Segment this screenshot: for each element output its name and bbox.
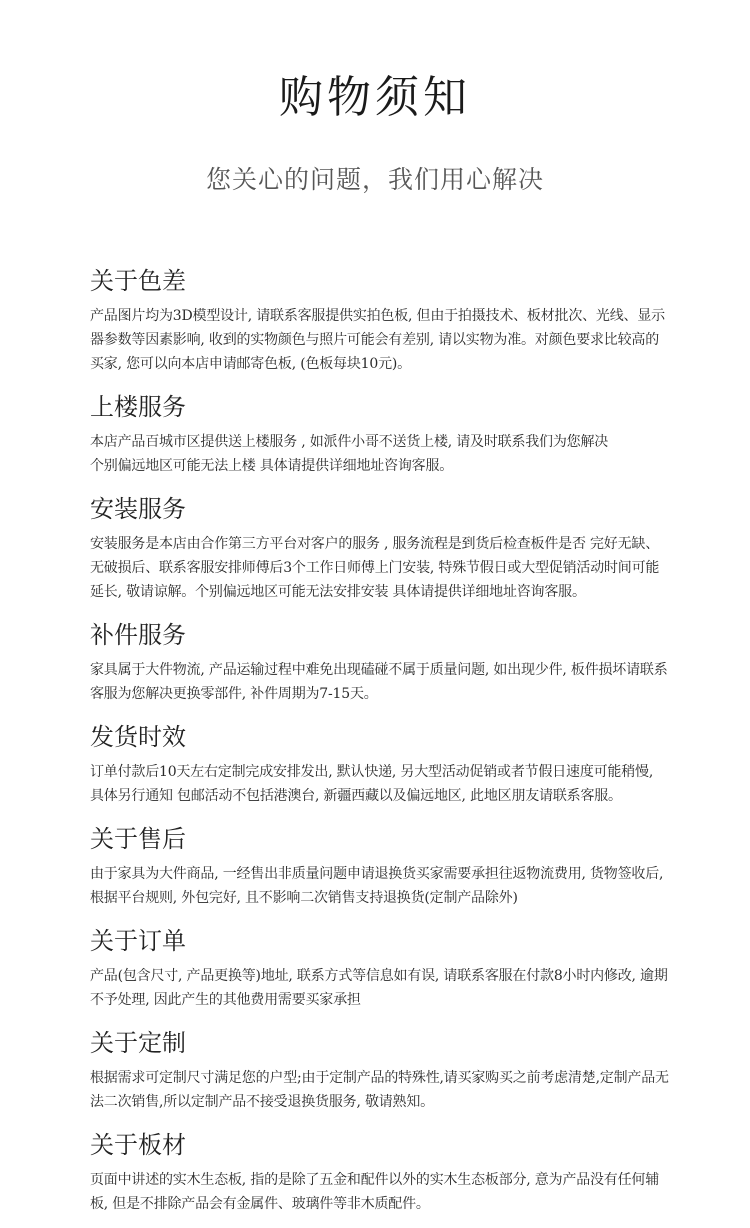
section-heading: 补件服务 xyxy=(90,621,186,649)
section-body: 安装服务是本店由合作第三方平台对客户的服务 , 服务流程是到货后检查板件是否 完好无缺、无破损后、联系客服安排师傅后3个工作日师傅上门安装, 特殊节假日或大型促销活动时间可能延长, 敬请谅解。个别偏远地区可能无法安排安装 具体请提供详细地址咨询客服。 xyxy=(90,536,660,600)
section-after-sales xyxy=(90,820,670,910)
section-heading: 关于定制 xyxy=(90,1029,186,1057)
section-body: 产品(包含尺寸, 产品更换等)地址, 联系方式等信息如有误, 请联系客服在付款8小时内修改, 逾期不予处理, 因此产生的其他费用需要买家承担 xyxy=(90,968,668,1008)
section-body: 家具属于大件物流, 产品运输过程中难免出现磕碰不属于质量问题, 如出现少件, 板件损坏请联系客服为您解决更换零部件, 补件周期为7-15天。 xyxy=(90,662,668,702)
notice-sections xyxy=(90,262,670,1228)
section-replacement-parts xyxy=(90,616,670,706)
page-title: 购物须知 xyxy=(279,72,471,123)
section-shipping-time xyxy=(90,718,670,808)
section-body: 订单付款后10天左右定制完成安排发出, 默认快递, 另大型活动促销或者节假日速度可能稍慢, 具体另行通知 包邮活动不包括港澳台, 新疆西藏以及偏远地区, 此地区朋友请联系客服。 xyxy=(90,764,654,804)
section-heading: 发货时效 xyxy=(90,723,186,751)
section-orders xyxy=(90,922,670,1012)
section-color-difference xyxy=(90,262,670,376)
section-heading: 上楼服务 xyxy=(90,393,186,421)
section-body: 产品图片均为3D模型设计, 请联系客服提供实拍色板, 但由于拍摄技术、板材批次、光线、显示器参数等因素影响, 收到的实物颜色与照片可能会有差别, 请以实物为准。对颜色要求比较高的买家, 您可以向本店申请邮寄色板, (色板每块10元)。 xyxy=(90,308,665,372)
section-board-material xyxy=(90,1126,670,1216)
section-heading: 关于售后 xyxy=(90,825,186,853)
section-body: 由于家具为大件商品, 一经售出非质量问题申请退换货买家需要承担往返物流费用, 货物签收后, 根据平台规则, 外包完好, 且不影响二次销售支持退换货(定制产品除外) xyxy=(90,866,664,906)
section-body: 本店产品百城市区提供送上楼服务 , 如派件小哥不送货上楼, 请及时联系我们为您解决 个别偏远地区可能无法上楼 具体请提供详细地址咨询客服。 xyxy=(90,434,609,474)
section-heading: 安装服务 xyxy=(90,495,186,523)
section-customization xyxy=(90,1024,670,1114)
section-installation xyxy=(90,490,670,604)
section-upstairs-delivery xyxy=(90,388,670,478)
section-heading: 关于订单 xyxy=(90,927,186,955)
section-body: 页面中讲述的实木生态板, 指的是除了五金和配件以外的实木生态板部分, 意为产品没有任何辅板, 但是不排除产品会有金属件、玻璃件等非木质配件。 xyxy=(90,1172,659,1212)
page-subtitle: 您关心的问题，我们用心解决 xyxy=(205,165,544,194)
section-body: 根据需求可定制尺寸满足您的户型;由于定制产品的特殊性,请买家购买之前考虑清楚,定制产品无法二次销售,所以定制产品不接受退换货服务, 敬请熟知。 xyxy=(90,1070,669,1110)
section-heading: 关于板材 xyxy=(90,1131,186,1159)
section-heading: 关于色差 xyxy=(90,267,186,295)
